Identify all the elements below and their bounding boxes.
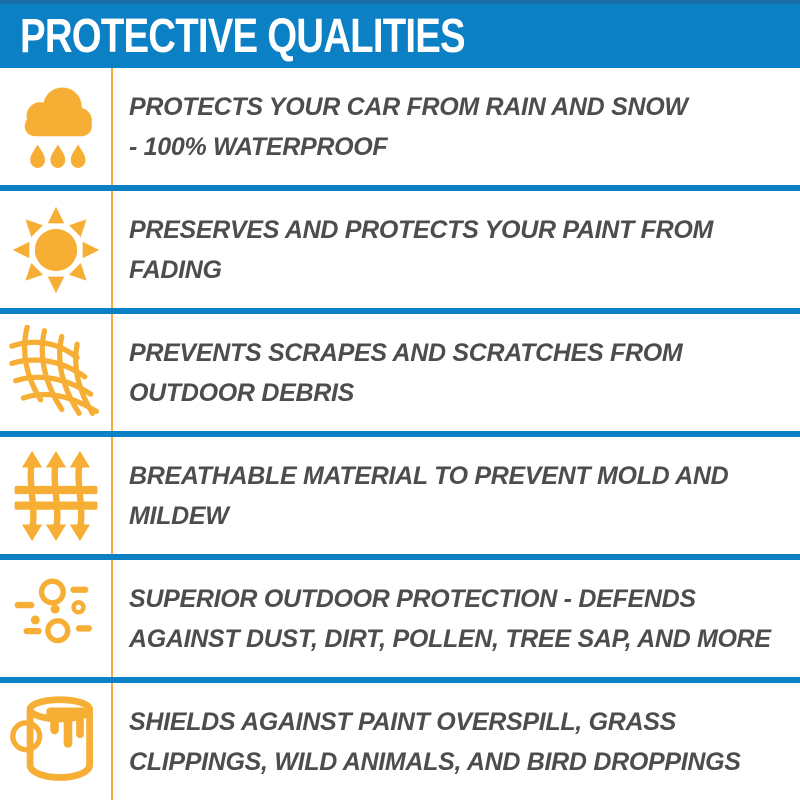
rain-cloud-icon [0,68,112,185]
feature-line: SUPERIOR OUTDOOR PROTECTION - DEFENDS [129,584,696,613]
feature-line: PROTECTS YOUR CAR FROM RAIN AND SNOW [129,92,688,121]
page-title: PROTECTIVE QUALITIES [20,9,465,63]
feature-line: OUTDOOR DEBRIS [129,378,354,407]
feature-line: MILDEW [129,501,229,530]
feature-line: - 100% WATERPROOF [129,132,388,161]
feature-line: PREVENTS SCRAPES AND SCRATCHES FROM [129,338,683,367]
feature-text [112,560,800,677]
feature-row-breathable [0,437,800,560]
feature-text [112,68,800,185]
feature-text [112,314,800,431]
breathable-arrows-icon [0,437,112,554]
feature-row-scratches [0,314,800,437]
feature-row-waterproof [0,68,800,191]
feature-line: BREATHABLE MATERIAL TO PREVENT MOLD AND [129,461,729,490]
feature-line: CLIPPINGS, WILD ANIMALS, AND BIRD DROPPINGS [129,747,741,776]
feature-row-fading [0,191,800,314]
paint-bucket-icon [0,683,112,800]
feature-line: FADING [129,255,222,284]
feature-row-shields [0,683,800,800]
dust-particles-icon [0,560,112,677]
feature-line: PRESERVES AND PROTECTS YOUR PAINT FROM [129,215,714,244]
feature-text [112,191,800,308]
feature-list [0,68,800,800]
net-mesh-icon [0,314,112,431]
feature-line: AGAINST DUST, DIRT, POLLEN, TREE SAP, AND MORE [129,624,771,653]
header-bar [0,0,800,68]
sun-icon [0,191,112,308]
feature-line: SHIELDS AGAINST PAINT OVERSPILL, GRASS [129,707,676,736]
feature-row-outdoor [0,560,800,683]
feature-text [112,683,800,800]
feature-text [112,437,800,554]
